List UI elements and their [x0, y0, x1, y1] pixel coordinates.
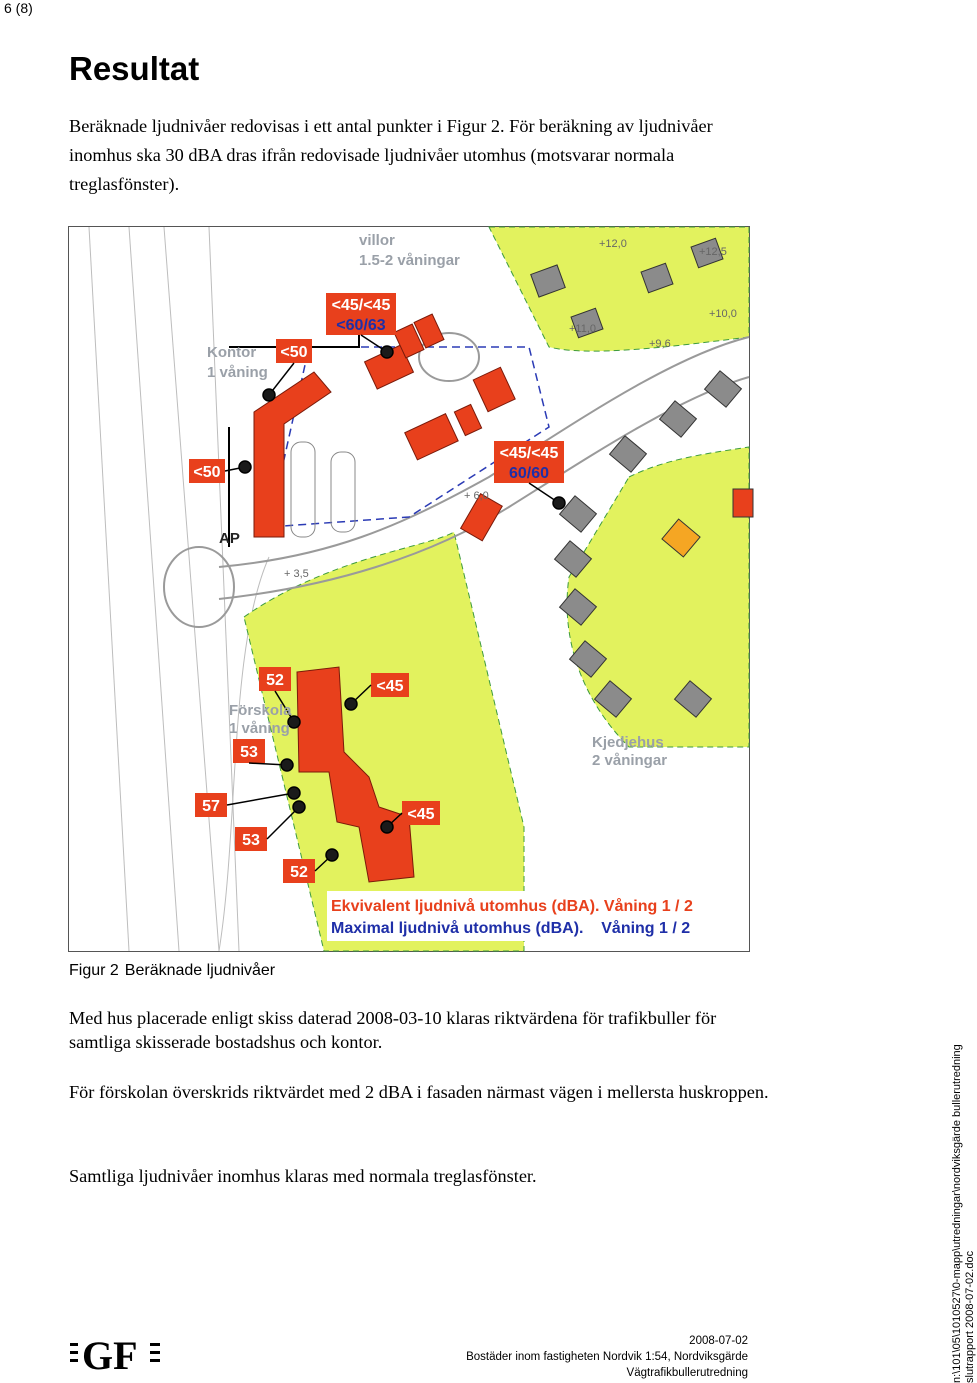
area-ap: AP	[219, 530, 240, 547]
caption-text: Beräknade ljudnivåer	[124, 962, 276, 979]
level-fs-53-mid: 53	[240, 744, 258, 761]
figure-caption	[69, 962, 275, 980]
kjedjehus-area	[567, 447, 749, 747]
footer-info	[466, 1333, 748, 1381]
footer-report: Vägtrafikbullerutredning	[626, 1367, 748, 1379]
sidebar-path-line-1: n:\101\05\1010527\0-mapp\utredningar\nordviksgärde bullerutredning	[951, 1044, 963, 1383]
level-kontor-top-2: <60/63	[336, 317, 386, 334]
area-forskola-1: Förskola	[229, 702, 292, 719]
area-villor-1: villor	[359, 232, 395, 249]
footer-project: Bostäder inom fastigheten Nordvik 1:54, Nordviksgärde	[466, 1351, 748, 1363]
level-fs-45-top: <45	[376, 678, 404, 695]
area-forskola-2: 1 våning	[229, 720, 290, 737]
level-east-1: <45/<45	[499, 445, 559, 462]
level-fs-52-top: 52	[266, 672, 284, 689]
logo-text: GF	[82, 1333, 138, 1378]
level-fs-53-low: 53	[242, 832, 260, 849]
intro-paragraph: Beräknade ljudnivåer redovisas i ett antal punkter i Figur 2. För beräkning av ljudnivåer inomhus ska 30 dBA dras ifrån redovisade ljudnivåer utomhus (motsvarar normala treglasfönster).	[69, 116, 713, 194]
level-kontor-50b: <50	[193, 464, 221, 481]
page-number: 6 (8)	[4, 0, 33, 16]
paragraph-4: Samtliga ljudnivåer inomhus klaras med normala treglasfönster.	[69, 1166, 537, 1186]
forskola-area	[244, 532, 524, 951]
elevation-7: +11,0	[569, 323, 597, 335]
paragraph-2: Med hus placerade enligt skiss daterad 2008-03-10 klaras riktvärdena för trafikbuller för samtliga skisserade bostadshus och kontor.	[69, 1008, 717, 1052]
paragraph-3: För förskolan överskrids riktvärdet med 2 dBA i fasaden närmast vägen i mellersta huskroppen.	[69, 1082, 769, 1102]
footer-date: 2008-07-02	[689, 1335, 748, 1347]
sidebar-path-line-2: slutrapport 2008-07-02.doc	[964, 1250, 976, 1383]
caption-label: Figur 2	[69, 962, 119, 979]
legend-line-2: Maximal ljudnivå utomhus (dBA). Våning 1 / 2	[331, 920, 691, 937]
level-kontor-top-1: <45/<45	[331, 297, 391, 314]
level-fs-52-low: 52	[290, 864, 308, 881]
area-kjedjehus-1: Kjedjehus	[592, 734, 664, 751]
level-fs-45-low: <45	[407, 806, 435, 823]
level-east-2: 60/60	[508, 465, 550, 482]
noise-map-figure	[68, 226, 750, 952]
area-kontor-1: Kontor	[207, 344, 257, 361]
level-fs-57: 57	[202, 798, 220, 815]
elevation-1: + 3,5	[284, 568, 309, 580]
elevation-5: +12,0	[599, 238, 627, 250]
gf-logo	[70, 1333, 162, 1378]
elevation-2: + 6,0	[464, 490, 489, 502]
page-title: Resultat	[69, 50, 200, 87]
area-villor-2: 1.5-2 våningar	[359, 252, 460, 269]
sidebar-file-path	[951, 1033, 977, 1383]
elevation-3: +9,6	[649, 338, 671, 350]
elevation-6: +12,5	[699, 246, 727, 258]
legend-line-1: Ekvivalent ljudnivå utomhus (dBA). Våning 1 / 2	[331, 898, 693, 915]
elevation-4: +10,0	[709, 308, 737, 320]
area-kjedjehus-2: 2 våningar	[592, 752, 668, 769]
level-kontor-50a: <50	[280, 344, 308, 361]
area-kontor-2: 1 våning	[207, 364, 268, 381]
